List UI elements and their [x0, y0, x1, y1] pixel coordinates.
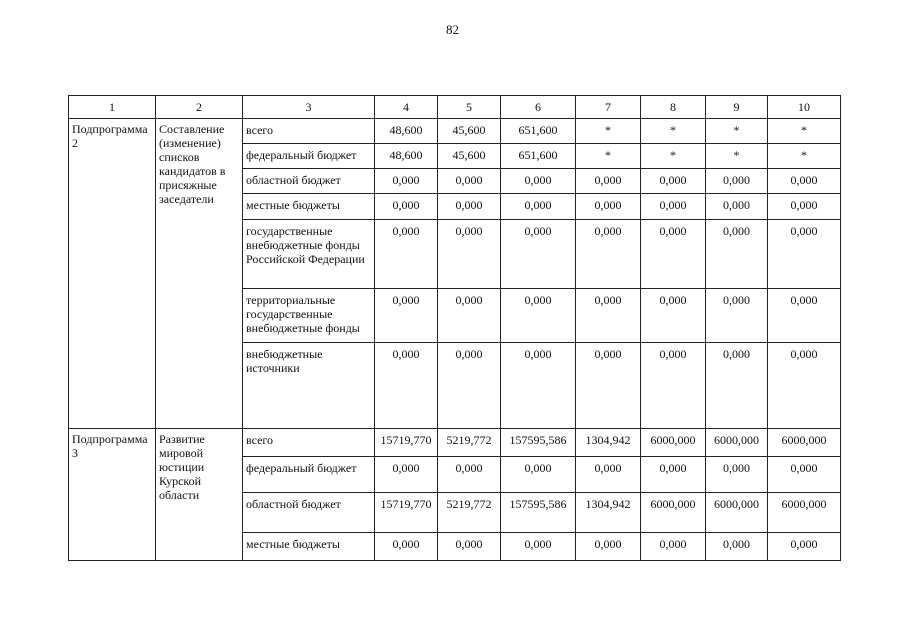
value-cell: 0,000 — [706, 220, 768, 289]
value-cell: 0,000 — [501, 533, 576, 561]
page-number: 82 — [446, 22, 459, 37]
value-cell: 0,000 — [501, 194, 576, 220]
value-cell: 0,000 — [641, 220, 706, 289]
value-cell: 0,000 — [641, 169, 706, 194]
value-cell: 0,000 — [768, 533, 841, 561]
value-cell: 0,000 — [706, 457, 768, 493]
description-cell: Развитие мировой юстиции Курской области — [156, 429, 243, 561]
value-cell: 0,000 — [501, 289, 576, 343]
value-cell: 0,000 — [768, 220, 841, 289]
value-cell: * — [768, 144, 841, 169]
header-row — [69, 96, 841, 119]
value-cell: 0,000 — [641, 533, 706, 561]
header-cell: 1 — [69, 96, 156, 119]
value-cell: 0,000 — [375, 533, 438, 561]
value-cell: 0,000 — [438, 343, 501, 429]
value-cell: 6000,000 — [641, 493, 706, 533]
value-cell: 0,000 — [438, 169, 501, 194]
header-cell: 10 — [768, 96, 841, 119]
value-cell: * — [706, 119, 768, 144]
value-cell: 5219,772 — [438, 429, 501, 457]
value-cell: * — [768, 119, 841, 144]
value-cell: 0,000 — [768, 457, 841, 493]
value-cell: 0,000 — [768, 289, 841, 343]
value-cell: 1304,942 — [576, 493, 641, 533]
header-cell: 6 — [501, 96, 576, 119]
value-cell: 48,600 — [375, 119, 438, 144]
value-cell: 45,600 — [438, 119, 501, 144]
value-cell: 0,000 — [375, 169, 438, 194]
funding-source-cell: внебюджетные источники — [243, 343, 375, 429]
description-cell: Составление (изменение) списков кандидатов в присяжные заседатели — [156, 119, 243, 429]
value-cell: 0,000 — [768, 194, 841, 220]
value-cell: * — [576, 144, 641, 169]
value-cell: * — [641, 119, 706, 144]
subprogram-cell: Подпрограмма 3 — [69, 429, 156, 561]
value-cell: 0,000 — [706, 194, 768, 220]
funding-source-cell: всего — [243, 119, 375, 144]
value-cell: 6000,000 — [706, 493, 768, 533]
value-cell: 6000,000 — [768, 429, 841, 457]
header-cell: 4 — [375, 96, 438, 119]
value-cell: 0,000 — [576, 343, 641, 429]
value-cell: 0,000 — [375, 194, 438, 220]
value-cell: 0,000 — [576, 220, 641, 289]
table-row — [69, 119, 841, 144]
header-cell: 9 — [706, 96, 768, 119]
header-cell: 7 — [576, 96, 641, 119]
header-cell: 3 — [243, 96, 375, 119]
value-cell: 0,000 — [706, 533, 768, 561]
value-cell: 0,000 — [641, 343, 706, 429]
value-cell: * — [576, 119, 641, 144]
value-cell: 157595,586 — [501, 429, 576, 457]
value-cell: 651,600 — [501, 144, 576, 169]
value-cell: 0,000 — [706, 289, 768, 343]
value-cell: 0,000 — [576, 457, 641, 493]
value-cell: 0,000 — [641, 457, 706, 493]
funding-source-cell: местные бюджеты — [243, 533, 375, 561]
funding-source-cell: федеральный бюджет — [243, 457, 375, 493]
value-cell: 1304,942 — [576, 429, 641, 457]
subprogram-cell: Подпрограмма 2 — [69, 119, 156, 429]
value-cell: 0,000 — [438, 457, 501, 493]
value-cell: 6000,000 — [768, 493, 841, 533]
value-cell: 15719,770 — [375, 429, 438, 457]
value-cell: * — [706, 144, 768, 169]
value-cell: 0,000 — [501, 457, 576, 493]
value-cell: 0,000 — [641, 194, 706, 220]
value-cell: 0,000 — [501, 343, 576, 429]
value-cell: 0,000 — [438, 220, 501, 289]
value-cell: 0,000 — [706, 169, 768, 194]
value-cell: 0,000 — [576, 533, 641, 561]
value-cell: 5219,772 — [438, 493, 501, 533]
funding-source-cell: всего — [243, 429, 375, 457]
value-cell: 0,000 — [576, 194, 641, 220]
funding-source-cell: федеральный бюджет — [243, 144, 375, 169]
value-cell: 15719,770 — [375, 493, 438, 533]
value-cell: 0,000 — [576, 169, 641, 194]
value-cell: 0,000 — [501, 169, 576, 194]
header-cell: 5 — [438, 96, 501, 119]
value-cell: 0,000 — [375, 457, 438, 493]
table-row — [69, 429, 841, 457]
value-cell: 45,600 — [438, 144, 501, 169]
value-cell: 6000,000 — [641, 429, 706, 457]
value-cell: 0,000 — [375, 343, 438, 429]
value-cell: 0,000 — [706, 343, 768, 429]
header-cell: 2 — [156, 96, 243, 119]
value-cell: 0,000 — [768, 343, 841, 429]
value-cell: 0,000 — [438, 289, 501, 343]
value-cell: 0,000 — [438, 533, 501, 561]
value-cell: 157595,586 — [501, 493, 576, 533]
value-cell: * — [641, 144, 706, 169]
budget-table — [68, 95, 841, 561]
value-cell: 48,600 — [375, 144, 438, 169]
header-cell: 8 — [641, 96, 706, 119]
value-cell: 0,000 — [375, 220, 438, 289]
value-cell: 0,000 — [438, 194, 501, 220]
value-cell: 651,600 — [501, 119, 576, 144]
value-cell: 6000,000 — [706, 429, 768, 457]
value-cell: 0,000 — [501, 220, 576, 289]
funding-source-cell: территориальные государственные внебюджетные фонды — [243, 289, 375, 343]
value-cell: 0,000 — [768, 169, 841, 194]
value-cell: 0,000 — [641, 289, 706, 343]
value-cell: 0,000 — [375, 289, 438, 343]
value-cell: 0,000 — [576, 289, 641, 343]
funding-source-cell: областной бюджет — [243, 169, 375, 194]
funding-source-cell: государственные внебюджетные фонды Российской Федерации — [243, 220, 375, 289]
funding-source-cell: областной бюджет — [243, 493, 375, 533]
funding-source-cell: местные бюджеты — [243, 194, 375, 220]
